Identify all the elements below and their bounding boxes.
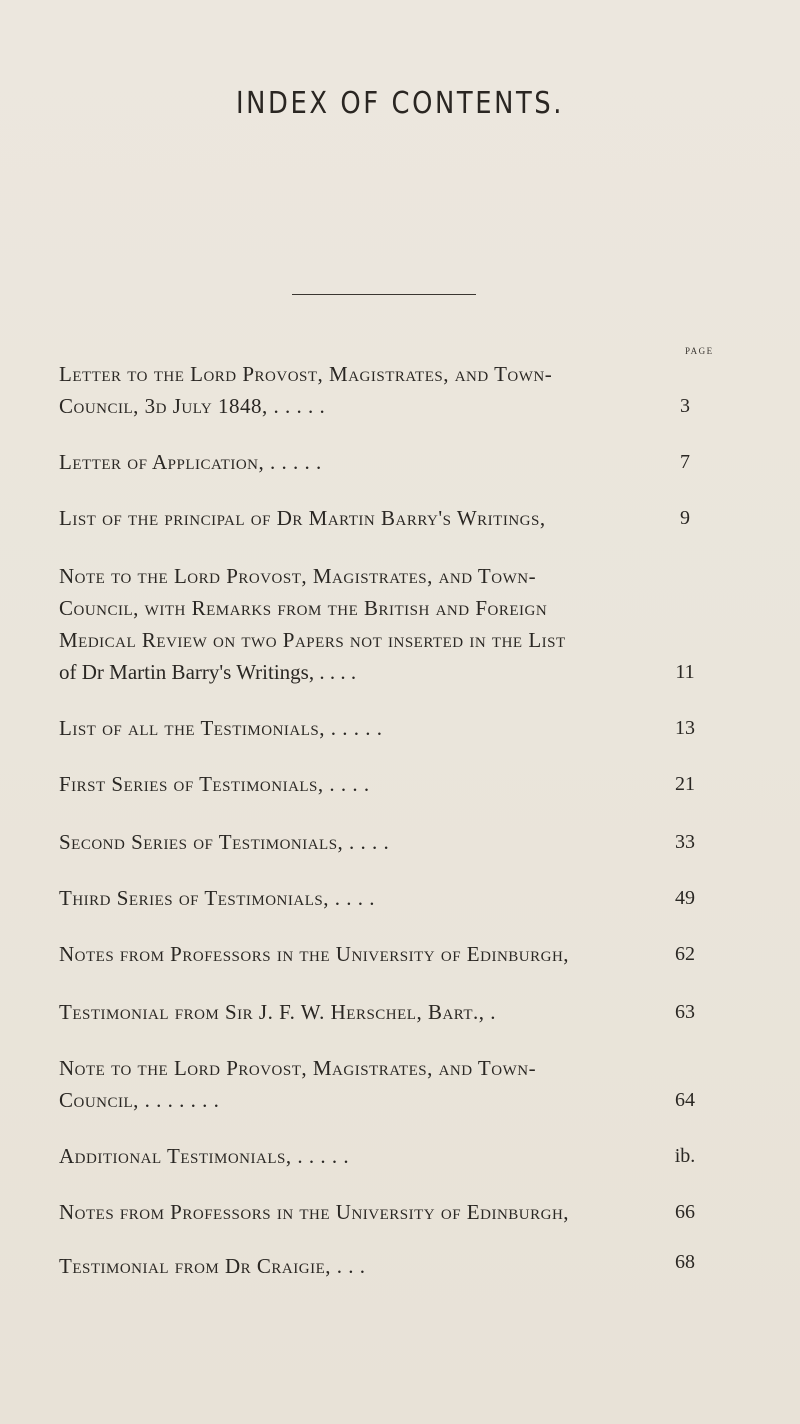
toc-entry [59, 1052, 639, 1116]
toc-page-number: 11 [675, 661, 695, 683]
toc-entry [59, 712, 639, 744]
toc-entry-line: Testimonial from Sir J. F. W. Herschel, Bart., . [59, 1000, 497, 1024]
toc-entry-line: Council, with Remarks from the British and Foreign [59, 596, 548, 620]
toc-page-number: 66 [675, 1201, 695, 1223]
toc-entry [59, 882, 639, 914]
toc-page-number: 3 [680, 395, 690, 417]
page-column-label: PAGE [685, 346, 714, 356]
toc-entry-line: Second Series of Testimonials, . . . . [59, 830, 390, 854]
toc-page-number: 63 [675, 1001, 695, 1023]
toc-entry-line: List of all the Testimonials, . . . . . [59, 716, 383, 740]
toc-entry [59, 358, 639, 422]
toc-entry-line: Additional Testimonials, . . . . . [59, 1144, 350, 1168]
toc-entry-line: Note to the Lord Provost, Magistrates, and Town- [59, 1056, 537, 1080]
toc-entry [59, 1196, 639, 1228]
toc-entry-line: First Series of Testimonials, . . . . [59, 772, 370, 796]
toc-entry-line: List of the principal of Dr Martin Barry's Writings, [59, 506, 546, 530]
toc-page-number: 21 [675, 773, 695, 795]
toc-page-number: ib. [674, 1145, 696, 1167]
toc-page-number: 64 [675, 1089, 695, 1111]
toc-entry-line: Medical Review on two Papers not inserted in the List [59, 628, 566, 652]
toc-page-number: 62 [675, 943, 695, 965]
toc-entry-line: Notes from Professors in the University of Edinburgh, [59, 942, 570, 966]
toc-page-number: 7 [680, 451, 690, 473]
toc-page-number: 13 [675, 717, 695, 739]
toc-entry [59, 826, 639, 858]
title-divider [292, 294, 476, 295]
toc-entry-line: of Dr Martin Barry's Writings, . . . . [59, 660, 357, 684]
toc-entry-line: Notes from Professors in the University of Edinburgh, [59, 1200, 570, 1224]
toc-entry [59, 446, 639, 478]
toc-entry [59, 560, 639, 688]
toc-entry [59, 1250, 639, 1282]
page-title: INDEX OF CONTENTS. [235, 86, 565, 121]
toc-entry-line: Council, 3d July 1848, . . . . . [59, 394, 326, 418]
toc-page-number: 9 [680, 507, 690, 529]
toc-entry [59, 1140, 639, 1172]
toc-entry-line: Letter of Application, . . . . . [59, 450, 322, 474]
toc-entry [59, 768, 639, 800]
toc-entry-line: Third Series of Testimonials, . . . . [59, 886, 375, 910]
toc-page-number: 33 [675, 831, 695, 853]
toc-entry-line: Note to the Lord Provost, Magistrates, and Town- [59, 564, 537, 588]
toc-entry [59, 996, 639, 1028]
toc-entry [59, 502, 639, 534]
toc-entry-line: Letter to the Lord Provost, Magistrates, and Town- [59, 362, 553, 386]
toc-page-number: 68 [675, 1251, 695, 1273]
toc-page-number: 49 [675, 887, 695, 909]
toc-entry [59, 938, 639, 970]
toc-entry-line: Council, . . . . . . . [59, 1088, 220, 1112]
toc-entry-line: Testimonial from Dr Craigie, . . . [59, 1254, 366, 1278]
